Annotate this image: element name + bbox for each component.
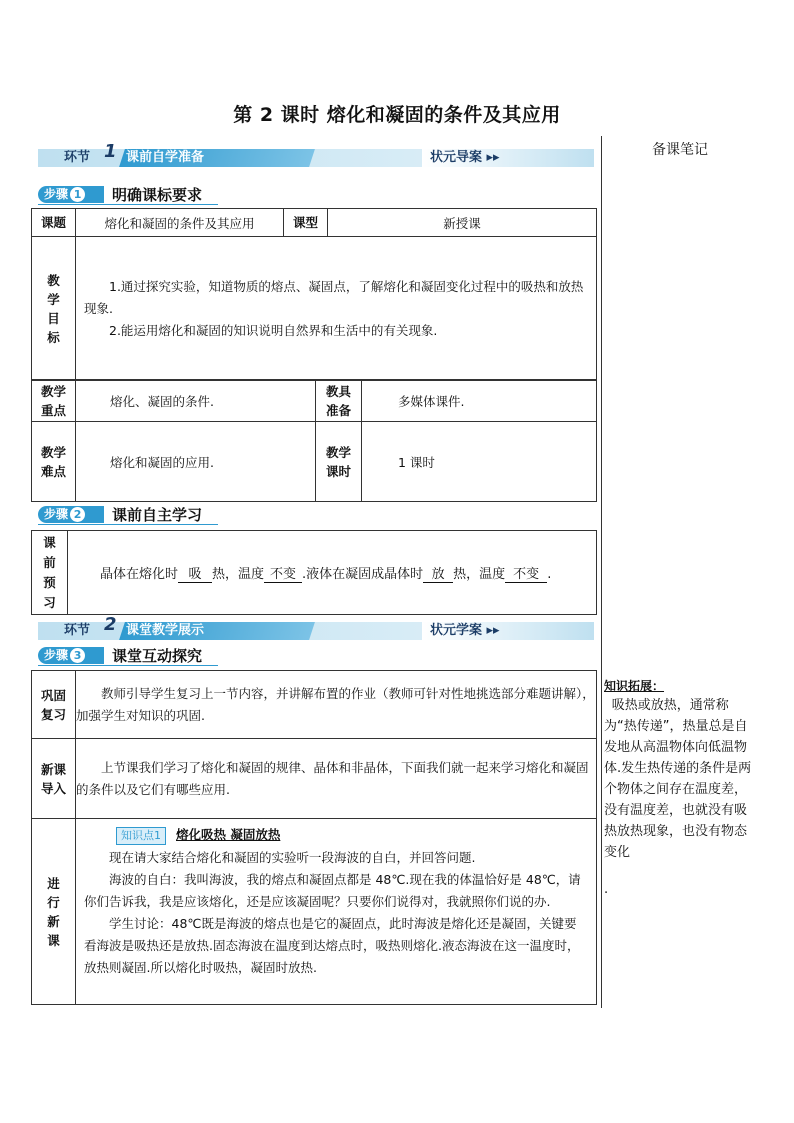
step-title: 课前自主学习 — [112, 506, 203, 524]
lesson-table — [31, 670, 597, 1005]
key-label: 教学重点 — [32, 380, 76, 422]
banner-label: 课堂教学展示 — [126, 623, 205, 638]
step-2-header — [38, 505, 218, 525]
section-banner-1 — [38, 141, 594, 167]
paragraph-3: 学生讨论：48℃既是海波的熔点也是它的凝固点，此时海波是熔化还是凝固，关键要看海波是吸热还是放热.固态海波在温度到达熔点时，吸热则熔化.液态海波在这一温度时，放热则凝固.所以熔化时吸热，凝固时放热. — [84, 916, 580, 975]
banner-huanjie: 环节 — [64, 623, 91, 638]
step-number: 3 — [70, 648, 85, 663]
goals-label: 教学目标 — [32, 237, 76, 381]
goals-cell — [76, 237, 597, 381]
banner-huanjie: 环节 — [64, 150, 91, 165]
key-value: 熔化、凝固的条件. — [76, 380, 316, 422]
step-1-header — [38, 185, 218, 205]
blank-answer: 不变 — [505, 563, 547, 583]
preview-text: 晶体在熔化时 吸 热，温度 不变 .液体在凝固成晶体时 放 热，温度 不变 . — [68, 531, 597, 615]
intro-text: 上节课我们学习了熔化和凝固的规律、晶体和非晶体，下面我们就一起来学习熔化和凝固的条件以及它们有哪些应用. — [76, 739, 597, 819]
step-title: 明确课标要求 — [112, 186, 203, 204]
step-number: 2 — [70, 507, 85, 522]
step-tag: 步骤 — [44, 648, 69, 662]
notes-title: 备课笔记 — [652, 142, 708, 158]
knowledge-point-title: 熔化吸热 凝固放热 — [176, 827, 281, 842]
new-lesson-content — [76, 819, 597, 1005]
step-tag: 步骤 — [44, 187, 69, 201]
type-label: 课型 — [284, 209, 328, 237]
tools-label: 教具准备 — [316, 380, 362, 422]
step-3-header — [38, 646, 218, 666]
difficulty-value: 熔化和凝固的应用. — [76, 422, 316, 502]
step-tag: 步骤 — [44, 507, 69, 521]
step-number: 1 — [70, 187, 85, 202]
hours-label: 教学课时 — [316, 422, 362, 502]
extension-body: 吸热或放热，通常称为“热传递”，热量总是自发地从高温物体向低温物体.发生热传递的条件是两个物体之间存在温度差，没有温度差，也就没有吸热放热现象，也没有物态变化 — [604, 698, 752, 860]
banner-number: 2 — [104, 614, 117, 635]
blank-answer: 不变 — [264, 563, 302, 583]
difficulty-label: 教学难点 — [32, 422, 76, 502]
blank-answer: 放 — [423, 563, 453, 583]
preview-label: 课前预习 — [32, 531, 68, 615]
step-title: 课堂互动探究 — [112, 647, 203, 665]
banner-right-label: 状元学案 ▸▸ — [430, 623, 500, 638]
course-info-table-2 — [31, 379, 597, 502]
paragraph-2: 海波的自白：我叫海波，我的熔点和凝固点都是 48℃.现在我的体温恰好是 48℃，请你们告诉我，我是应该熔化，还是应该凝固呢？只要你们说得对，我就照你们说的办. — [84, 872, 581, 909]
notes-divider — [601, 136, 602, 1008]
topic-value: 熔化和凝固的条件及其应用 — [76, 209, 284, 237]
paragraph-1: 现在请大家结合熔化和凝固的实验听一段海波的自白，并回答问题. — [109, 850, 476, 865]
banner-number: 1 — [104, 141, 117, 162]
new-lesson-label: 进行新课 — [32, 819, 76, 1005]
extension-dot: . — [604, 882, 609, 897]
topic-label: 课题 — [32, 209, 76, 237]
intro-label: 新课导入 — [32, 739, 76, 819]
hours-value: 1 课时 — [362, 422, 597, 502]
type-value: 新授课 — [328, 209, 597, 237]
banner-label: 课前自学准备 — [126, 150, 205, 165]
blank-answer: 吸 — [178, 563, 212, 583]
goal-1: 1.通过探究实验，知道物质的熔点、凝固点，了解熔化和凝固变化过程中的吸热和放热现象. — [84, 278, 584, 316]
knowledge-point-badge: 知识点1 — [116, 827, 166, 845]
banner-right-label: 状元导案 ▸▸ — [430, 150, 500, 165]
page-title: 第 2 课时 熔化和凝固的条件及其应用 — [233, 104, 561, 126]
extension-title: 知识拓展： — [604, 679, 665, 693]
course-info-table — [31, 208, 597, 381]
review-label: 巩固复习 — [32, 671, 76, 739]
review-text: 教师引导学生复习上一节内容，并讲解布置的作业（教师可针对性地挑选部分难题讲解），加强学生对知识的巩固. — [76, 671, 597, 739]
preview-table — [31, 530, 597, 615]
knowledge-extension — [604, 677, 756, 900]
section-banner-2 — [38, 614, 594, 640]
tools-value: 多媒体课件. — [362, 380, 597, 422]
goal-2: 2.能运用熔化和凝固的知识说明自然界和生活中的有关现象. — [109, 322, 438, 338]
